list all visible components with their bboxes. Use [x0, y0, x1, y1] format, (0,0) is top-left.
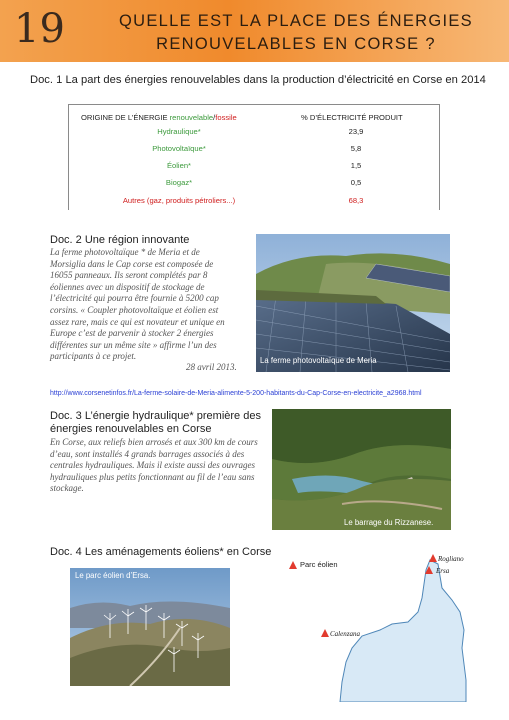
energy-table	[68, 104, 440, 210]
table-cell-value: 5,8	[350, 144, 362, 153]
doc2-line: Europe c’est de parvenir à stocker 2 énergies	[50, 328, 214, 339]
wind-farm-illustration	[70, 568, 230, 686]
table-header-percent: % D’ÉLECTRICITÉ PRODUIT	[301, 113, 403, 122]
table-cell-value: 0,5	[350, 178, 362, 187]
table-header-origin-prefix: ORIGINE DE L’ÉNERGIE	[81, 113, 170, 122]
doc2-date: 28 avril 2013.	[186, 362, 237, 372]
table-cell-value: 68,3	[348, 196, 364, 205]
wind-farm-caption: Le parc éolien d’Ersa.	[75, 571, 151, 580]
table-cell-origin: Éolien*	[166, 161, 192, 170]
table-cell-origin: Autres (gaz, produits pétroliers...)	[122, 196, 236, 205]
doc2-line: l’électricité qui pourra être fournie à 5200 cap	[50, 293, 219, 304]
dam-illustration	[272, 409, 451, 530]
wind-farm-photo	[70, 568, 230, 686]
table-cell-origin: Photovoltaïque*	[152, 144, 206, 153]
map-legend-label: Parc éolien	[300, 560, 338, 569]
dam-photo	[272, 409, 451, 530]
table-header-origin	[81, 113, 237, 122]
solar-farm-caption: La ferme photovoltaïque de Meria	[260, 356, 377, 365]
doc2-line: 16055 panneaux. Ils seront complétés par 8	[50, 270, 208, 281]
wind-farm-marker-icon	[288, 560, 298, 570]
solar-farm-illustration	[256, 234, 450, 372]
doc2-line: corsins. « Coupler photovoltaïque et éolien est	[50, 304, 219, 315]
doc3-line: stockage.	[50, 483, 84, 494]
table-cell-value: 23,9	[348, 127, 364, 136]
doc2-line: éoliennes avec un dispositif de stockage de	[50, 281, 205, 292]
doc2-line: différentes sur un même site » affirme l’un des	[50, 339, 217, 350]
table-row	[69, 194, 441, 212]
table-row	[69, 176, 441, 194]
doc2-text	[50, 247, 255, 363]
solar-farm-photo	[256, 234, 450, 372]
page-title-line-2: RENOUVELABLES EN CORSE ?	[156, 35, 436, 53]
table-header-renouvelable: renouvelable	[169, 113, 214, 122]
doc1-title: Doc. 1 La part des énergies renouvelables dans la production d’électricité en Corse en 2014	[30, 74, 486, 86]
doc2-line: participants à ce projet.	[50, 351, 137, 362]
page-title-line-1: QUELLE EST LA PLACE DES ÉNERGIES	[118, 12, 473, 30]
corsica-map	[280, 552, 470, 702]
source-link[interactable]: http://www.corsenetinfos.fr/La-ferme-solaire-de-Meria-alimente-5-200-habitants-du-Cap-Corse-en-electricite_a2968.html	[50, 390, 422, 397]
dam-caption: Le barrage du Rizzanese.	[344, 518, 434, 527]
doc3-line: centrales hydrauliques. Mais il existe aussi des ouvrages	[50, 460, 255, 471]
doc3-text	[50, 437, 275, 495]
page-header	[0, 0, 509, 62]
doc2-line: La ferme photovoltaïque * de Meria et de	[50, 247, 200, 257]
table-header-slash: /	[213, 113, 216, 122]
table-cell-origin: Hydraulique*	[157, 127, 201, 136]
map-label-calenzana: Calenzana	[330, 630, 360, 638]
doc2-title: Doc. 2 Une région innovante	[50, 234, 190, 246]
doc2-line: assez rare, mais ce qui est novateur et unique en	[50, 316, 225, 327]
table-row	[69, 125, 441, 143]
wind-farm-marker-icon	[320, 628, 330, 638]
table-cell-origin: Biogaz*	[165, 178, 193, 187]
table-row	[69, 142, 441, 160]
map-label-ersa: Ersa	[436, 567, 450, 575]
doc3-title-line-1: Doc. 3 L’énergie hydraulique* première des	[50, 410, 261, 422]
wind-farm-marker-icon	[424, 565, 434, 575]
wind-farm-marker-icon	[428, 553, 438, 563]
table-header-fossile: fossile	[215, 113, 237, 122]
map-label-rogliano: Rogliano	[438, 555, 464, 563]
doc2-line: Morsiglia dans le Cap corse est composée de	[50, 258, 214, 269]
page-number: 19	[14, 6, 65, 52]
page-title	[86, 10, 506, 56]
doc4-title: Doc. 4 Les aménagements éoliens* en Corse	[50, 546, 272, 558]
table-cell-value: 1,5	[350, 161, 362, 170]
doc3-line: En Corse, aux reliefs bien arrosés et aux 300 km de cours	[50, 437, 258, 447]
table-row	[69, 159, 441, 177]
doc3-line: hydrauliques plus petits fonctionnant au fil de l’eau sans	[50, 471, 255, 482]
doc3-title-line-2: énergies renouvelables en Corse	[50, 423, 212, 435]
doc3-line: d’eau, sont installés 4 grands barrages associés à des	[50, 448, 245, 459]
doc3-title	[50, 410, 261, 436]
